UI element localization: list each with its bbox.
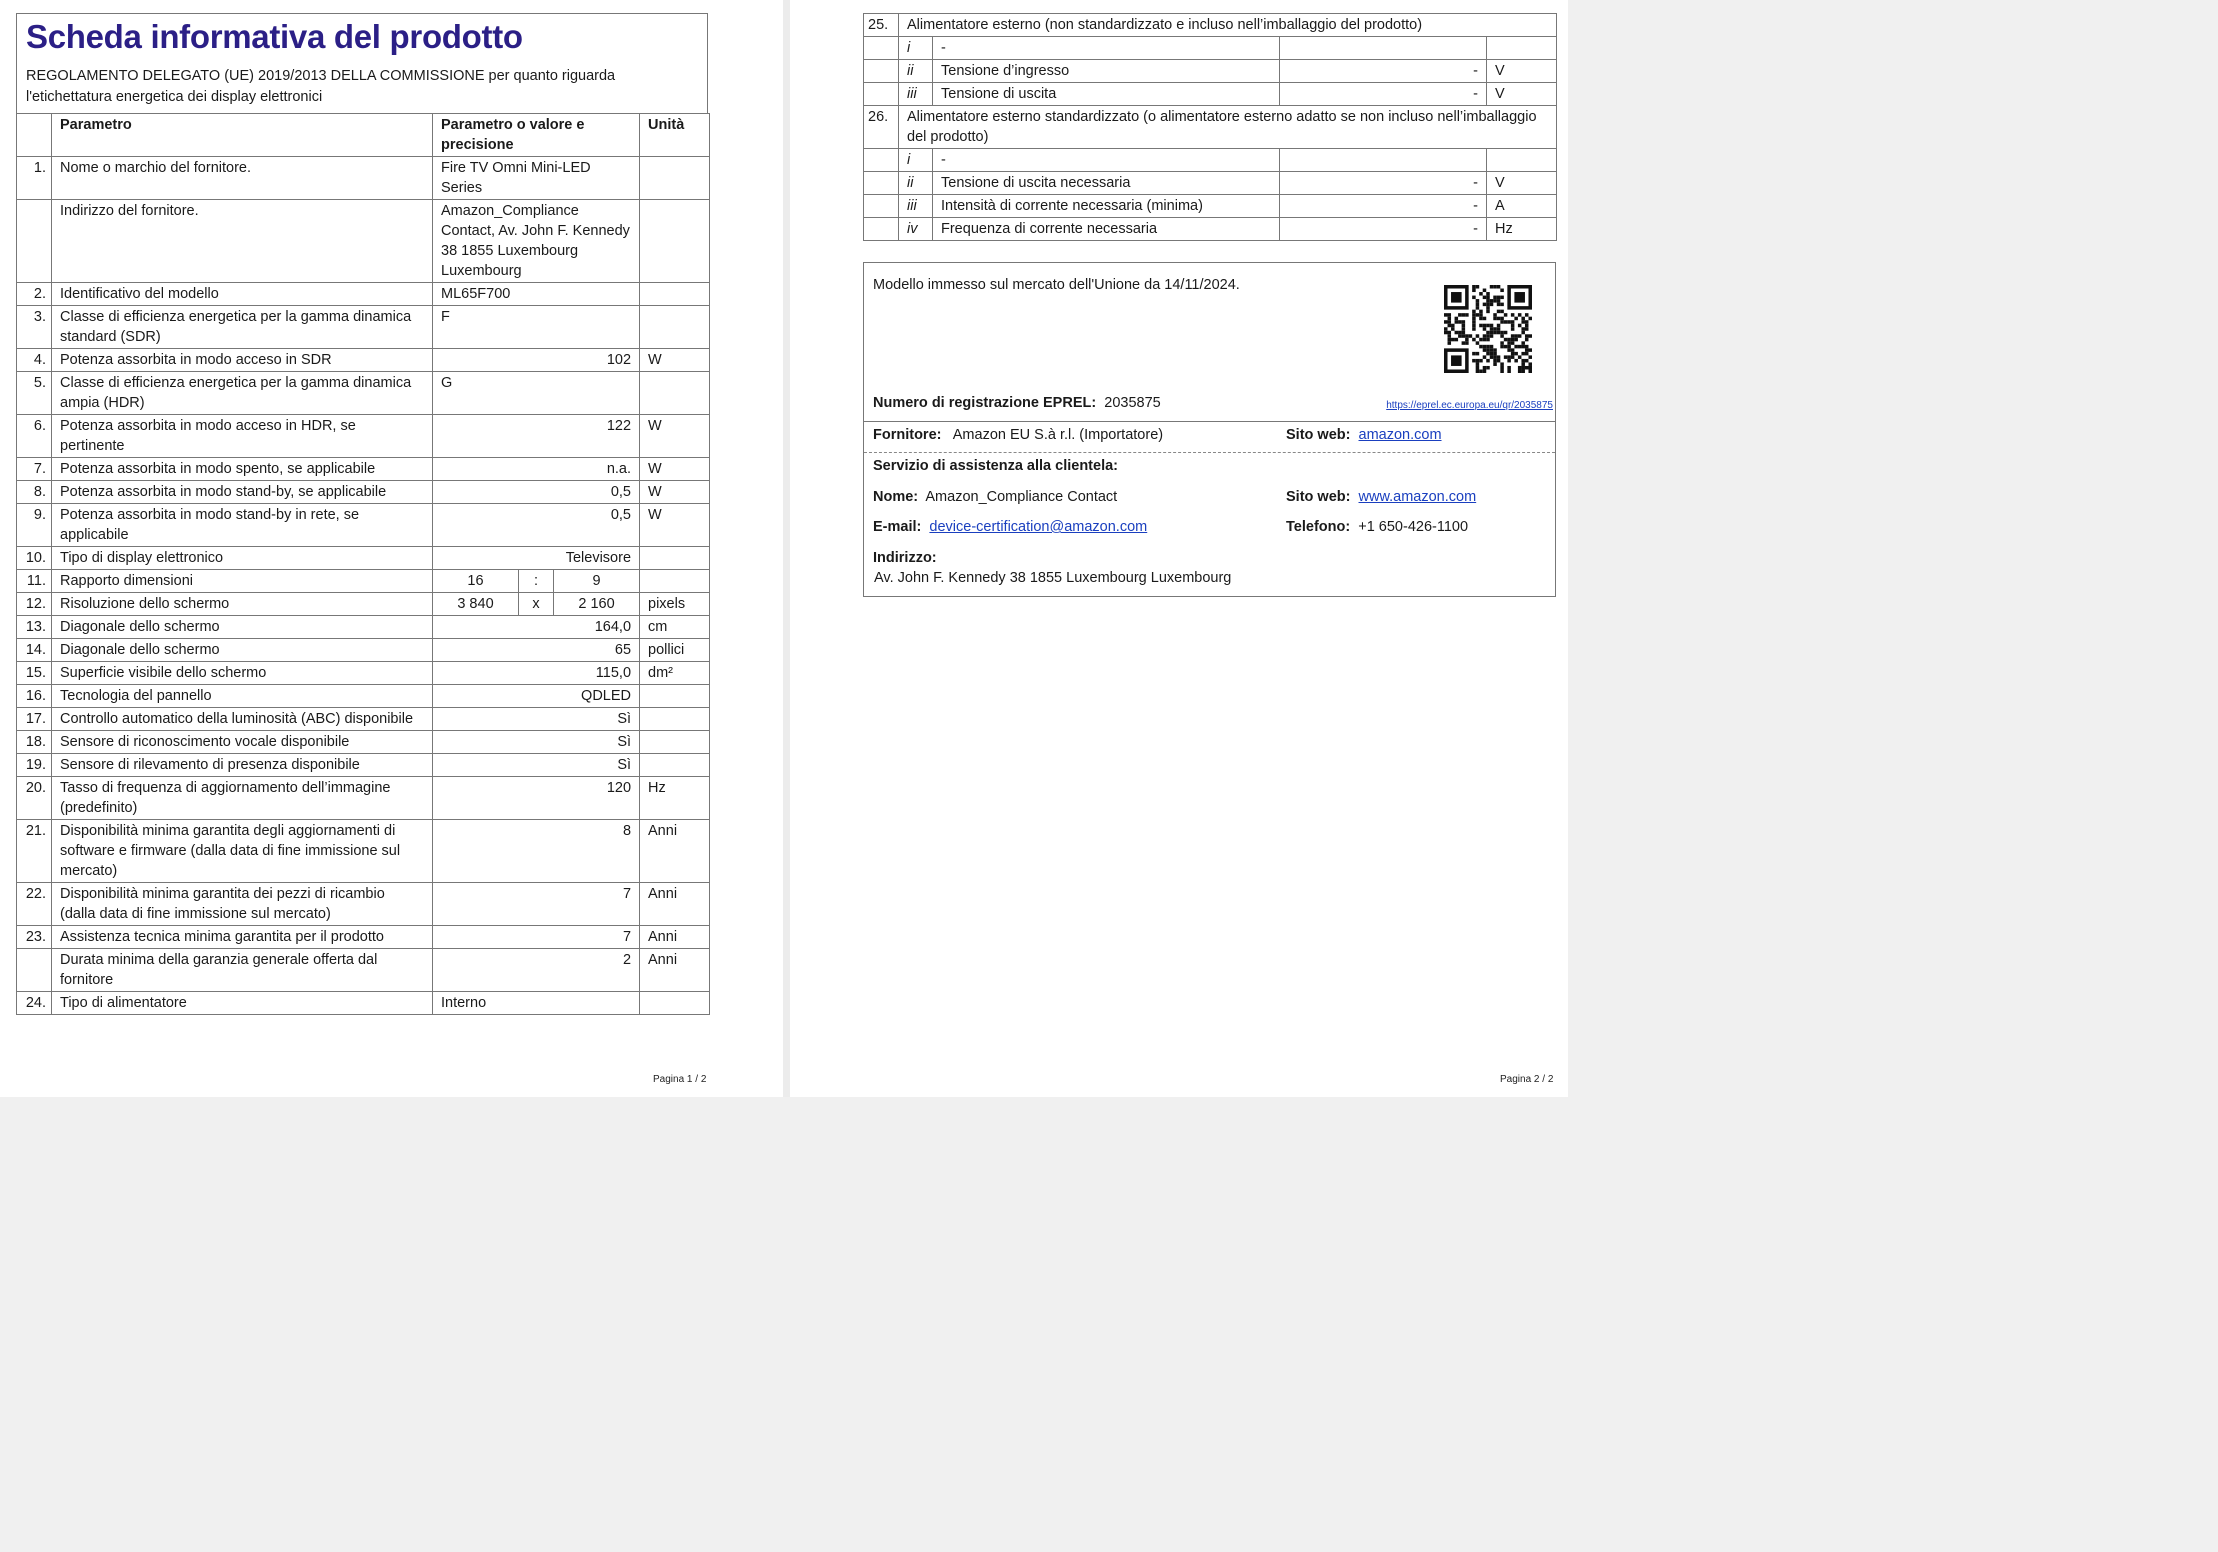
sub-row-label: - [933, 37, 1280, 60]
table-row [17, 992, 710, 1015]
row-number: 8. [17, 481, 52, 504]
sub-row-label: Intensità di corrente necessaria (minima) [933, 195, 1280, 218]
row-value: Sì [433, 731, 640, 754]
row-parameter: Controllo automatico della luminosità (ABC) disponibile [52, 708, 433, 731]
qr-code-icon [1444, 285, 1532, 373]
address-value: Av. John F. Kennedy 38 1855 Luxembourg Luxembourg [874, 570, 1232, 586]
table-row [17, 372, 710, 415]
row-number: 19. [17, 754, 52, 777]
row-parameter: Classe di efficienza energetica per la gamma dinamica ampia (HDR) [52, 372, 433, 415]
page-number: Pagina 1 / 2 [653, 1074, 707, 1085]
row-value: 65 [433, 639, 640, 662]
row-number: 12. [17, 593, 52, 616]
section-26-number: 26. [864, 106, 899, 149]
page-number: Pagina 2 / 2 [1500, 1074, 1554, 1085]
section-25-title-row [864, 14, 1557, 37]
row-unit [640, 731, 710, 754]
table-header-row [17, 114, 710, 157]
row-parameter: Rapporto dimensioni [52, 570, 433, 593]
indent-cell [864, 172, 899, 195]
row-parameter: Nome o marchio del fornitore. [52, 157, 433, 200]
row-number: 18. [17, 731, 52, 754]
row-unit: Anni [640, 820, 710, 883]
row-number: 10. [17, 547, 52, 570]
supplier-value: Amazon EU S.à r.l. (Importatore) [952, 427, 1164, 443]
row-number: 15. [17, 662, 52, 685]
row-value: 2 [433, 949, 640, 992]
table-row [17, 570, 710, 593]
row-parameter: Tecnologia del pannello [52, 685, 433, 708]
row-number: 23. [17, 926, 52, 949]
sub-row-value: - [1280, 218, 1487, 241]
sub-row [864, 218, 1557, 241]
row-unit [640, 754, 710, 777]
sub-row [864, 37, 1557, 60]
row-unit [640, 992, 710, 1015]
table-row [17, 685, 710, 708]
row-unit: W [640, 481, 710, 504]
sub-row-unit: V [1487, 60, 1557, 83]
eprel-number: 2035875 [1104, 395, 1161, 411]
row-parameter: Assistenza tecnica minima garantita per il prodotto [52, 926, 433, 949]
table-row [17, 283, 710, 306]
table-row [17, 820, 710, 883]
row-unit: dm² [640, 662, 710, 685]
website-label: Sito web: [1286, 427, 1351, 443]
sub-row-roman: ii [899, 172, 933, 195]
row-unit: pixels [640, 593, 710, 616]
row-unit: W [640, 458, 710, 481]
section-26-title-row [864, 106, 1557, 149]
indent-cell [864, 218, 899, 241]
section-25-number: 25. [864, 14, 899, 37]
email-label: E-mail: [873, 519, 922, 535]
sub-row-value: - [1280, 60, 1487, 83]
supplier-label: Fornitore: [873, 427, 942, 443]
header-parameter: Parametro [52, 114, 433, 157]
document-subtitle: REGOLAMENTO DELEGATO (UE) 2019/2013 DELLA COMMISSIONE per quanto riguarda l'etichettatura energetica dei display elettronici [26, 68, 616, 105]
supplier-info-box [863, 262, 1556, 597]
sub-row-unit [1487, 149, 1557, 172]
sub-row-roman: iii [899, 195, 933, 218]
header-unit: Unità [640, 114, 710, 157]
row-parameter: Tipo di alimentatore [52, 992, 433, 1015]
row-parameter: Durata minima della garanzia generale offerta dal fornitore [52, 949, 433, 992]
row-parameter: Identificativo del modello [52, 283, 433, 306]
row-unit [640, 570, 710, 593]
row-unit [640, 200, 710, 283]
phone-label: Telefono: [1286, 519, 1351, 535]
table-row [17, 616, 710, 639]
row-unit: pollici [640, 639, 710, 662]
row-value: Televisore [433, 547, 640, 570]
row-value: ML65F700 [433, 283, 640, 306]
website-row [1286, 427, 1442, 443]
sub-row-value: - [1280, 195, 1487, 218]
row-number: 4. [17, 349, 52, 372]
email-link[interactable]: device-certification@amazon.com [929, 519, 1148, 535]
parameters-table [16, 113, 710, 1015]
sub-row-value [1280, 149, 1487, 172]
resolution-horizontal: 3 840 [433, 593, 519, 616]
table-row [17, 415, 710, 458]
website2-link[interactable]: www.amazon.com [1358, 489, 1477, 505]
table-row [17, 481, 710, 504]
supplier-row [873, 427, 1163, 443]
sub-row-label: Tensione d’ingresso [933, 60, 1280, 83]
row-number: 7. [17, 458, 52, 481]
row-value: 7 [433, 926, 640, 949]
table-row [17, 662, 710, 685]
row-number: 24. [17, 992, 52, 1015]
sub-row-label: Tensione di uscita [933, 83, 1280, 106]
market-date-text: Modello immesso sul mercato dell'Unione da 14/11/2024. [873, 277, 1240, 293]
indent-cell [864, 60, 899, 83]
row-value: Sì [433, 754, 640, 777]
row-unit: Hz [640, 777, 710, 820]
table-row [17, 708, 710, 731]
dashed-divider [864, 452, 1555, 453]
document-title: Scheda informativa del prodotto [26, 18, 523, 55]
resolution-vertical: 2 160 [554, 593, 640, 616]
row-unit: cm [640, 616, 710, 639]
row-value: Amazon_Compliance Contact, Av. John F. Kennedy 38 1855 Luxembourg Luxembourg [433, 200, 640, 283]
sub-row-value: - [1280, 172, 1487, 195]
ratio-width: 16 [433, 570, 519, 593]
phone-value: +1 650-426-1100 [1358, 519, 1469, 535]
page-2 [790, 0, 1568, 1097]
row-value: 120 [433, 777, 640, 820]
page-gutter [783, 0, 790, 1097]
row-parameter: Potenza assorbita in modo stand-by in rete, se applicabile [52, 504, 433, 547]
section-25-title: Alimentatore esterno (non standardizzato e incluso nell’imballaggio del prodotto) [899, 14, 1557, 37]
row-value: G [433, 372, 640, 415]
row-number: 22. [17, 883, 52, 926]
row-parameter: Disponibilità minima garantita degli aggiornamenti di software e firmware (dalla data di fine immissione sul mercato) [52, 820, 433, 883]
row-number: 9. [17, 504, 52, 547]
row-parameter: Potenza assorbita in modo spento, se applicabile [52, 458, 433, 481]
row-number: 14. [17, 639, 52, 662]
sub-row-value [1280, 37, 1487, 60]
row-number: 20. [17, 777, 52, 820]
eprel-label: Numero di registrazione EPREL: [873, 395, 1097, 411]
indent-cell [864, 37, 899, 60]
row-parameter: Potenza assorbita in modo stand-by, se applicabile [52, 481, 433, 504]
name-value: Amazon_Compliance Contact [925, 489, 1118, 505]
row-parameter: Sensore di rilevamento di presenza disponibile [52, 754, 433, 777]
eprel-qr-link[interactable]: https://eprel.ec.europa.eu/qr/2035875 [1386, 400, 1553, 411]
row-value: Interno [433, 992, 640, 1015]
row-value: 102 [433, 349, 640, 372]
indent-cell [864, 149, 899, 172]
row-value: 164,0 [433, 616, 640, 639]
website2-row [1286, 489, 1476, 505]
sub-row-unit: V [1487, 172, 1557, 195]
row-value: F [433, 306, 640, 349]
row-unit [640, 283, 710, 306]
table-row [17, 547, 710, 570]
row-value: n.a. [433, 458, 640, 481]
indent-cell [864, 83, 899, 106]
table-row [17, 504, 710, 547]
row-number: 3. [17, 306, 52, 349]
resolution-separator: x [519, 593, 554, 616]
sub-row [864, 60, 1557, 83]
table-row [17, 731, 710, 754]
table-row [17, 926, 710, 949]
table-row [17, 349, 710, 372]
sub-row [864, 195, 1557, 218]
email-row [873, 519, 1147, 535]
table-row [17, 639, 710, 662]
table-row [17, 754, 710, 777]
header-number [17, 114, 52, 157]
row-unit [640, 306, 710, 349]
row-number: 16. [17, 685, 52, 708]
row-unit: Anni [640, 949, 710, 992]
sub-row-roman: iv [899, 218, 933, 241]
row-parameter: Superficie visibile dello schermo [52, 662, 433, 685]
row-unit: W [640, 504, 710, 547]
table-row [17, 949, 710, 992]
sub-row-label: Tensione di uscita necessaria [933, 172, 1280, 195]
row-value: Sì [433, 708, 640, 731]
row-unit: W [640, 415, 710, 458]
table-row [17, 458, 710, 481]
website2-label: Sito web: [1286, 489, 1351, 505]
sub-row-roman: i [899, 149, 933, 172]
row-parameter: Tasso di frequenza di aggiornamento dell’immagine (predefinito) [52, 777, 433, 820]
sub-row-roman: ii [899, 60, 933, 83]
row-value: 122 [433, 415, 640, 458]
table-row [17, 883, 710, 926]
row-unit [640, 547, 710, 570]
page-1 [0, 0, 783, 1097]
address-label: Indirizzo: [873, 550, 937, 566]
external-psu-table [863, 13, 1557, 241]
indent-cell [864, 195, 899, 218]
row-number: 17. [17, 708, 52, 731]
row-parameter: Diagonale dello schermo [52, 639, 433, 662]
sub-row-unit [1487, 37, 1557, 60]
row-number: 13. [17, 616, 52, 639]
section-26-title: Alimentatore esterno standardizzato (o alimentatore esterno adatto se non incluso nell’imballaggio del prodotto) [899, 106, 1557, 149]
row-parameter: Potenza assorbita in modo acceso in SDR [52, 349, 433, 372]
row-parameter: Indirizzo del fornitore. [52, 200, 433, 283]
row-number: 21. [17, 820, 52, 883]
contact-name-row [873, 489, 1117, 505]
row-parameter: Classe di efficienza energetica per la gamma dinamica standard (SDR) [52, 306, 433, 349]
row-number [17, 200, 52, 283]
row-value: 8 [433, 820, 640, 883]
sub-row-unit: A [1487, 195, 1557, 218]
document-header [16, 13, 708, 113]
sub-row-label: Frequenza di corrente necessaria [933, 218, 1280, 241]
eprel-row [873, 395, 1161, 411]
phone-row [1286, 519, 1468, 535]
row-value: 7 [433, 883, 640, 926]
sub-row-unit: Hz [1487, 218, 1557, 241]
table-row [17, 157, 710, 200]
row-number: 6. [17, 415, 52, 458]
row-parameter: Diagonale dello schermo [52, 616, 433, 639]
table-row [17, 593, 710, 616]
row-unit [640, 372, 710, 415]
row-unit: Anni [640, 926, 710, 949]
row-parameter: Disponibilità minima garantita dei pezzi di ricambio (dalla data di fine immissione sul mercato) [52, 883, 433, 926]
sub-row [864, 172, 1557, 195]
row-parameter: Tipo di display elettronico [52, 547, 433, 570]
sub-row-value: - [1280, 83, 1487, 106]
row-parameter: Sensore di riconoscimento vocale disponibile [52, 731, 433, 754]
row-unit: W [640, 349, 710, 372]
row-unit [640, 685, 710, 708]
sub-row [864, 83, 1557, 106]
row-number: 2. [17, 283, 52, 306]
row-parameter: Potenza assorbita in modo acceso in HDR, se pertinente [52, 415, 433, 458]
table-row [17, 777, 710, 820]
row-unit: Anni [640, 883, 710, 926]
sub-row-roman: i [899, 37, 933, 60]
row-unit [640, 157, 710, 200]
divider [864, 421, 1555, 422]
sub-row-unit: V [1487, 83, 1557, 106]
sub-row [864, 149, 1557, 172]
ratio-separator: : [519, 570, 554, 593]
sub-row-label: - [933, 149, 1280, 172]
table-row [17, 200, 710, 283]
row-number: 11. [17, 570, 52, 593]
row-value: 0,5 [433, 504, 640, 547]
customer-service-title: Servizio di assistenza alla clientela: [873, 458, 1118, 474]
sub-row-roman: iii [899, 83, 933, 106]
ratio-height: 9 [554, 570, 640, 593]
row-value: QDLED [433, 685, 640, 708]
row-number: 1. [17, 157, 52, 200]
row-value: Fire TV Omni Mini-LED Series [433, 157, 640, 200]
table-row [17, 306, 710, 349]
row-number [17, 949, 52, 992]
row-value: 115,0 [433, 662, 640, 685]
header-value: Parametro o valore e precisione [433, 114, 640, 157]
row-parameter: Risoluzione dello schermo [52, 593, 433, 616]
row-value: 0,5 [433, 481, 640, 504]
row-unit [640, 708, 710, 731]
row-number: 5. [17, 372, 52, 415]
name-label: Nome: [873, 489, 919, 505]
website-link[interactable]: amazon.com [1358, 427, 1442, 443]
